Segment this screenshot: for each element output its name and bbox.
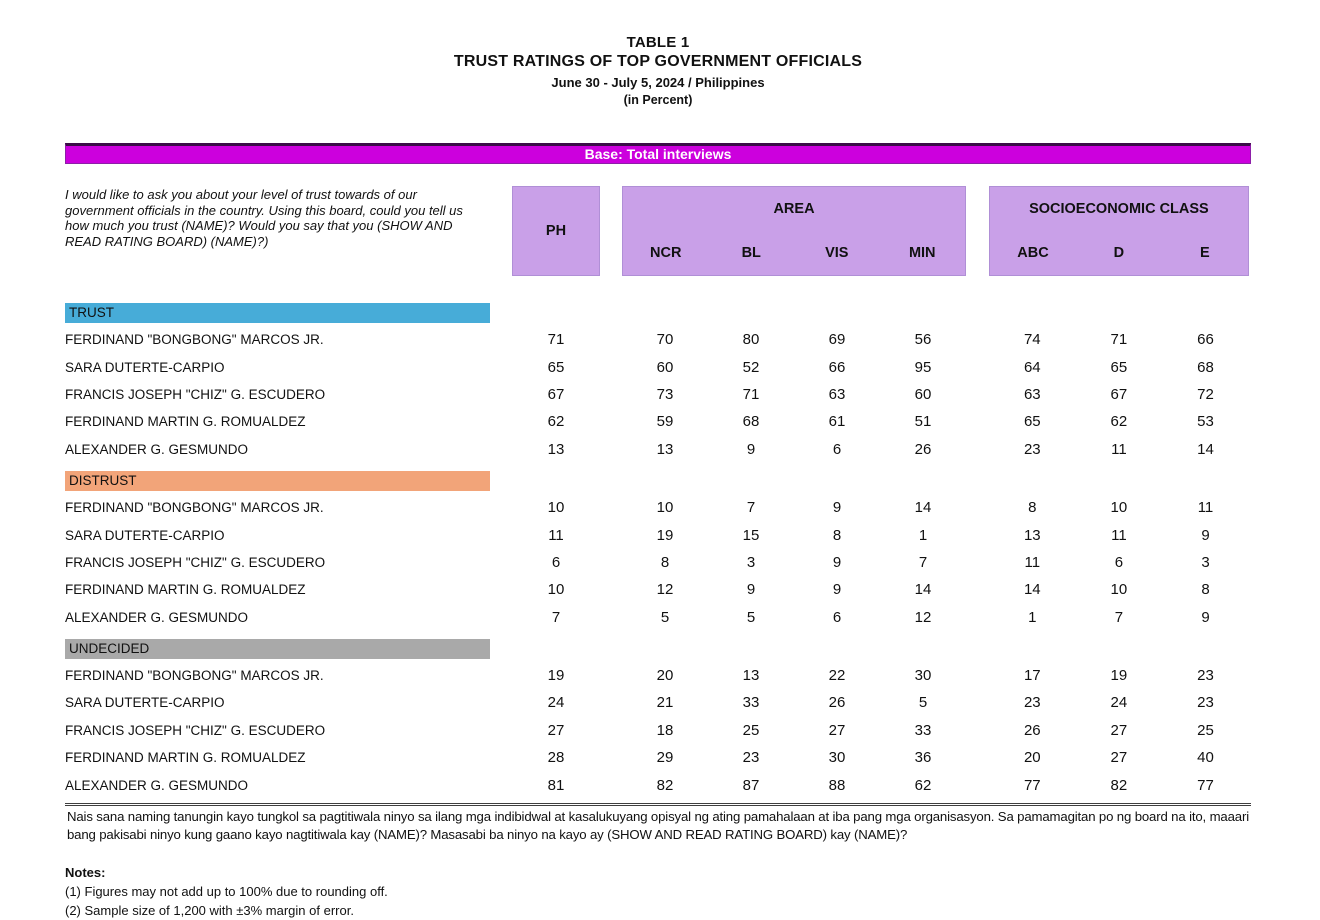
- value-cell: 6: [832, 440, 842, 458]
- value-cell: 69: [828, 331, 846, 349]
- value-cell: 6: [832, 608, 842, 626]
- table-row: [65, 744, 1255, 771]
- socioeconomic-subheaders: [990, 245, 1248, 261]
- value-cell: 60: [656, 358, 674, 376]
- value-cell: 8: [1028, 499, 1037, 517]
- survey-period: June 30 - July 5, 2024 / Philippines: [551, 75, 765, 90]
- column-group-area: [622, 186, 966, 276]
- value-cell: 65: [547, 358, 565, 376]
- notes-heading: Notes:: [65, 865, 106, 881]
- official-name: FERDINAND MARTIN G. ROMUALDEZ: [65, 582, 306, 598]
- value-cell: 77: [1023, 776, 1041, 794]
- value-cell: 12: [914, 608, 932, 626]
- value-cell: 9: [832, 581, 842, 599]
- value-cell: 80: [742, 331, 760, 349]
- value-cell: 9: [832, 499, 842, 517]
- value-cell: 59: [656, 413, 674, 431]
- official-name: ALEXANDER G. GESMUNDO: [65, 777, 249, 793]
- value-cell: 9: [1201, 608, 1210, 626]
- value-cell: 87: [742, 776, 760, 794]
- value-cell: 27: [547, 721, 565, 739]
- value-cell: 11: [1197, 499, 1214, 517]
- value-cell: 14: [914, 499, 932, 517]
- value-cell: 21: [656, 694, 674, 712]
- value-cell: 62: [547, 413, 565, 431]
- official-name: FERDINAND MARTIN G. ROMUALDEZ: [65, 750, 306, 766]
- section-trust: [65, 303, 1255, 463]
- value-cell: 7: [551, 608, 561, 626]
- value-cell: 23: [1197, 667, 1214, 685]
- question-text: I would like to ask you about your level of trust towards of our government officials in the country. Using this board, could you tell us how much you trust (NAME)? Would you say that you (SHOW AND READ RATING BOARD) (NAME)?): [65, 187, 463, 249]
- value-cell: 12: [656, 581, 674, 599]
- value-cell: 81: [547, 776, 565, 794]
- column-header-ph: PH: [512, 186, 600, 276]
- value-cell: 14: [1023, 581, 1041, 599]
- value-cell: 23: [1197, 694, 1214, 712]
- official-name: ALEXANDER G. GESMUNDO: [65, 441, 249, 457]
- value-cell: 9: [746, 440, 756, 458]
- official-name: FERDINAND "BONGBONG" MARCOS JR.: [65, 332, 324, 348]
- note-item: (1) Figures may not add up to 100% due to rounding off.: [65, 884, 388, 900]
- official-name: SARA DUTERTE-CARPIO: [65, 359, 225, 375]
- column-group-socioeconomic: [989, 186, 1249, 276]
- value-cell: 67: [1110, 385, 1128, 403]
- value-cell: 7: [1114, 608, 1124, 626]
- section-header: TRUST: [65, 303, 490, 323]
- value-cell: 20: [1023, 749, 1041, 767]
- value-cell: 30: [914, 667, 932, 685]
- value-cell: 27: [1110, 721, 1128, 739]
- value-cell: 52: [742, 358, 760, 376]
- value-cell: 10: [1110, 499, 1128, 517]
- value-cell: 1: [1028, 608, 1037, 626]
- value-cell: 7: [746, 499, 756, 517]
- value-cell: 26: [914, 440, 932, 458]
- value-cell: 82: [656, 776, 674, 794]
- official-name: SARA DUTERTE-CARPIO: [65, 527, 225, 543]
- value-cell: 19: [656, 526, 674, 544]
- section-header: UNDECIDED: [65, 639, 490, 659]
- value-cell: 29: [656, 749, 674, 767]
- value-cell: 6: [551, 553, 561, 571]
- section-header: DISTRUST: [65, 471, 490, 491]
- value-cell: 40: [1197, 749, 1214, 767]
- value-cell: 68: [1197, 358, 1214, 376]
- socioeconomic-group-title: SOCIOECONOMIC CLASS: [1029, 201, 1209, 217]
- notes-block: [65, 863, 1255, 920]
- value-cell: 63: [1023, 385, 1041, 403]
- value-cell: 11: [548, 526, 564, 544]
- value-cell: 25: [742, 721, 760, 739]
- value-cell: 13: [547, 440, 565, 458]
- value-cell: 33: [914, 721, 932, 739]
- table-row: [65, 353, 1255, 380]
- value-cell: 63: [828, 385, 846, 403]
- table-bottom-rule: [65, 803, 1251, 806]
- table-row: [65, 408, 1255, 435]
- value-cell: 5: [746, 608, 756, 626]
- official-name: FERDINAND MARTIN G. ROMUALDEZ: [65, 414, 306, 430]
- value-cell: 88: [828, 776, 846, 794]
- value-cell: 28: [547, 749, 565, 767]
- column-header-ncr: NCR: [650, 245, 682, 261]
- value-cell: 95: [914, 358, 932, 376]
- value-cell: 66: [828, 358, 846, 376]
- value-cell: 73: [656, 385, 674, 403]
- table-row: [65, 521, 1255, 548]
- column-header-vis: VIS: [825, 245, 849, 261]
- value-cell: 24: [1110, 694, 1128, 712]
- value-cell: 33: [742, 694, 760, 712]
- value-cell: 26: [1023, 721, 1041, 739]
- value-cell: 71: [547, 331, 565, 349]
- table-row: [65, 549, 1255, 576]
- value-cell: 53: [1197, 413, 1214, 431]
- value-cell: 68: [742, 413, 760, 431]
- official-name: ALEXANDER G. GESMUNDO: [65, 609, 249, 625]
- value-cell: 25: [1197, 721, 1214, 739]
- value-cell: 15: [742, 526, 760, 544]
- value-cell: 8: [832, 526, 842, 544]
- value-cell: 14: [914, 581, 932, 599]
- sections: [65, 303, 1255, 799]
- value-cell: 19: [547, 667, 565, 685]
- value-cell: 70: [656, 331, 674, 349]
- value-cell: 36: [914, 749, 932, 767]
- value-cell: 65: [1023, 413, 1041, 431]
- value-cell: 71: [1110, 331, 1128, 349]
- value-cell: 11: [1111, 440, 1127, 458]
- value-cell: 13: [742, 667, 760, 685]
- value-cell: 77: [1197, 776, 1214, 794]
- value-cell: 71: [742, 385, 760, 403]
- value-cell: 13: [656, 440, 674, 458]
- value-cell: 1: [918, 526, 928, 544]
- table-row: [65, 576, 1255, 603]
- value-cell: 9: [1201, 526, 1210, 544]
- value-cell: 65: [1110, 358, 1128, 376]
- official-name: FERDINAND "BONGBONG" MARCOS JR.: [65, 668, 324, 684]
- value-cell: 9: [832, 553, 842, 571]
- value-cell: 22: [828, 667, 846, 685]
- table-number: TABLE 1: [626, 34, 690, 51]
- value-cell: 17: [1023, 667, 1041, 685]
- value-cell: 51: [914, 413, 932, 431]
- page-title: TRUST RATINGS OF TOP GOVERNMENT OFFICIALS: [453, 53, 863, 70]
- value-cell: 23: [1023, 694, 1041, 712]
- unit-note: (in Percent): [623, 93, 693, 107]
- official-name: FRANCIS JOSEPH "CHIZ" G. ESCUDERO: [65, 386, 326, 402]
- value-cell: 9: [746, 581, 756, 599]
- value-cell: 13: [1023, 526, 1041, 544]
- table-row: [65, 381, 1255, 408]
- title-block: [65, 34, 1251, 107]
- value-cell: 60: [914, 385, 932, 403]
- area-subheaders: [623, 245, 965, 261]
- table-row: [65, 717, 1255, 744]
- value-cell: 10: [547, 499, 565, 517]
- value-cell: 11: [1024, 553, 1041, 571]
- value-cell: 82: [1110, 776, 1128, 794]
- table-row: [65, 494, 1255, 521]
- value-cell: 3: [1201, 553, 1210, 571]
- table-row: [65, 689, 1255, 716]
- value-cell: 74: [1023, 331, 1041, 349]
- note-item: (2) Sample size of 1,200 with ±3% margin of error.: [65, 903, 354, 919]
- value-cell: 56: [914, 331, 932, 349]
- value-cell: 10: [547, 581, 565, 599]
- value-cell: 20: [656, 667, 674, 685]
- value-cell: 23: [742, 749, 760, 767]
- value-cell: 5: [918, 694, 928, 712]
- table-row: [65, 771, 1255, 798]
- value-cell: 62: [1110, 413, 1128, 431]
- table-row: [65, 604, 1255, 631]
- value-cell: 27: [828, 721, 846, 739]
- column-header-row: [65, 186, 1255, 276]
- value-cell: 27: [1110, 749, 1128, 767]
- value-cell: 10: [1110, 581, 1128, 599]
- table-row: [65, 326, 1255, 353]
- value-cell: 5: [660, 608, 670, 626]
- value-cell: 18: [656, 721, 674, 739]
- table-row: [65, 436, 1255, 463]
- value-cell: 8: [660, 553, 670, 571]
- value-cell: 66: [1197, 331, 1214, 349]
- column-header-d: D: [1113, 245, 1125, 261]
- column-header-bl: BL: [741, 245, 761, 261]
- tagalog-footnote: Nais sana naming tanungin kayo tungkol sa pagtitiwala ninyo sa ilang mga indibidwal at kasalukuyang opisyal ng ating pamahalaan at iba pang mga organisasyon. Sa pamamagitan po ng board na ito, maaari bang pakisabi ninyo kung gaano kayo nagtitiwala kay (NAME)? Masasabi ba ninyo na kayo ay (SHOW AND READ RATING BOARD) kay (NAME)?: [67, 808, 1249, 842]
- value-cell: 61: [828, 413, 846, 431]
- table-row: [65, 662, 1255, 689]
- value-cell: 3: [746, 553, 756, 571]
- column-header-abc: ABC: [1017, 245, 1049, 261]
- value-cell: 72: [1197, 385, 1214, 403]
- value-cell: 24: [547, 694, 565, 712]
- official-name: SARA DUTERTE-CARPIO: [65, 695, 225, 711]
- column-header-e: E: [1199, 245, 1210, 261]
- value-cell: 30: [828, 749, 846, 767]
- official-name: FRANCIS JOSEPH "CHIZ" G. ESCUDERO: [65, 722, 326, 738]
- base-banner: Base: Total interviews: [65, 143, 1251, 164]
- value-cell: 7: [918, 553, 928, 571]
- value-cell: 62: [914, 776, 932, 794]
- section-undecided: [65, 639, 1255, 799]
- value-cell: 23: [1023, 440, 1041, 458]
- area-group-title: AREA: [773, 201, 815, 217]
- value-cell: 26: [828, 694, 846, 712]
- value-cell: 10: [656, 499, 674, 517]
- value-cell: 67: [547, 385, 565, 403]
- value-cell: 8: [1201, 581, 1210, 599]
- value-cell: 64: [1023, 358, 1041, 376]
- value-cell: 11: [1111, 526, 1127, 544]
- value-cell: 19: [1110, 667, 1128, 685]
- value-cell: 6: [1114, 553, 1124, 571]
- official-name: FERDINAND "BONGBONG" MARCOS JR.: [65, 500, 324, 516]
- section-distrust: [65, 471, 1255, 631]
- column-header-min: MIN: [908, 245, 936, 261]
- value-cell: 14: [1197, 440, 1214, 458]
- official-name: FRANCIS JOSEPH "CHIZ" G. ESCUDERO: [65, 554, 326, 570]
